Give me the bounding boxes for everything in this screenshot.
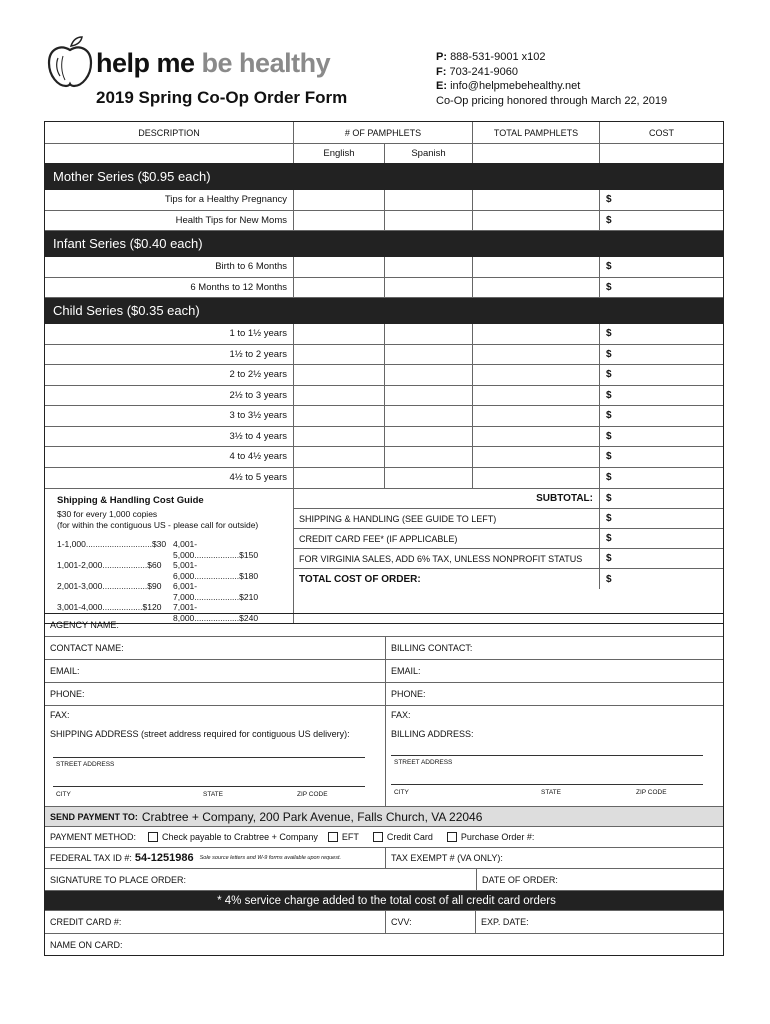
english-qty-field[interactable] (294, 365, 385, 385)
contact-email[interactable]: info@helpmebehealthy.net (450, 80, 581, 92)
eft-checkbox[interactable] (328, 832, 338, 842)
spanish-qty-field[interactable] (385, 257, 473, 277)
header-pamphlets: # OF PAMPHLETS (294, 122, 473, 143)
table-row (45, 447, 723, 468)
contact-phone: 888-531-9001 x102 (450, 51, 546, 63)
table-header-row (45, 122, 723, 144)
english-qty-field[interactable] (294, 468, 385, 489)
check-option[interactable]: Check payable to Crabtree + Company (148, 832, 318, 843)
billing-fax-field[interactable]: FAX: (391, 710, 411, 720)
table-row (45, 324, 723, 345)
guide-title: Shipping & Handling Cost Guide (57, 495, 204, 506)
agency-name-field[interactable]: AGENCY NAME: (50, 620, 119, 630)
guide-rate: 4,001-5,000...................$150 (173, 539, 259, 560)
billing-phone-field[interactable]: PHONE: (391, 689, 426, 699)
tax-row (294, 549, 723, 569)
order-table (44, 121, 724, 624)
english-qty-field[interactable] (294, 278, 385, 298)
coop-note: Co-Op pricing honored through March 22, 2019 (436, 94, 668, 107)
cost-field[interactable]: $ (606, 281, 612, 293)
shipping-city-label: CITY (56, 791, 71, 798)
header-cost: COST (648, 127, 674, 138)
spanish-qty-field[interactable] (385, 278, 473, 298)
series-header: Child Series ($0.35 each) (45, 298, 723, 324)
cost-field[interactable]: $ (606, 194, 612, 206)
table-row (45, 345, 723, 366)
cost-field[interactable]: $ (606, 472, 612, 484)
total-pamphlets-field[interactable] (473, 365, 600, 385)
spanish-qty-field[interactable] (385, 190, 473, 210)
total-pamphlets-field[interactable] (473, 211, 600, 231)
purchase-order-checkbox[interactable] (447, 832, 457, 842)
shipping-guide (45, 489, 294, 623)
spanish-qty-field[interactable] (385, 211, 473, 231)
header-english: English (294, 144, 385, 163)
total-pamphlets-field[interactable] (473, 278, 600, 298)
cost-field[interactable]: $ (606, 410, 612, 422)
total-pamphlets-field[interactable] (473, 468, 600, 489)
item-description: 2½ to 3 years (45, 386, 294, 406)
guide-line2: (for within the contiguous US - please call for outside) (57, 519, 259, 530)
form-title: 2019 Spring Co-Op Order Form (96, 88, 348, 107)
guide-line1: $30 for every 1,000 copies (57, 509, 158, 519)
cc-fee-row (294, 529, 723, 549)
cost-field[interactable]: $ (606, 451, 612, 463)
shipping-state-label: STATE (203, 791, 223, 798)
table-row (45, 190, 723, 211)
total-row (294, 569, 723, 589)
guide-rate: 3,001-4,000.................$120 (57, 602, 162, 612)
billing-contact-field[interactable]: BILLING CONTACT: (391, 643, 473, 653)
total-pamphlets-field[interactable] (473, 345, 600, 365)
english-qty-field[interactable] (294, 190, 385, 210)
shipping-label: SHIPPING & HANDLING (SEE GUIDE TO LEFT) (294, 509, 600, 528)
cc-fee-field[interactable]: $ (606, 533, 612, 544)
table-row (45, 257, 723, 278)
table-row (45, 211, 723, 232)
total-pamphlets-field[interactable] (473, 386, 600, 406)
english-qty-field[interactable] (294, 211, 385, 231)
service-charge-banner: * 4% service charge added to the total cost of all credit card orders (45, 891, 723, 910)
credit-card-checkbox[interactable] (373, 832, 383, 842)
tax-label: FOR VIRGINIA SALES, ADD 6% TAX, UNLESS NONPROFIT STATUS (294, 549, 600, 568)
item-description: 1 to 1½ years (45, 324, 294, 344)
guide-rate: 5,001-6,000...................$180 (173, 560, 259, 581)
send-payment-address: Crabtree + Company, 200 Park Avenue, Falls Church, VA 22046 (141, 809, 483, 824)
tax-id-note: Sole source letters and W-9 forms available upon request. (199, 855, 342, 861)
header-spanish: Spanish (385, 144, 473, 163)
english-qty-field[interactable] (294, 257, 385, 277)
header-total: TOTAL PAMPHLETS (473, 122, 600, 143)
send-payment-row (45, 807, 723, 826)
cost-field[interactable]: $ (606, 348, 612, 360)
item-description: 3 to 3½ years (45, 406, 294, 426)
shipping-address-label: SHIPPING ADDRESS (street address required for contiguous US delivery): (50, 729, 350, 739)
english-qty-field[interactable] (294, 345, 385, 365)
spanish-qty-field[interactable] (385, 345, 473, 365)
shipping-address-field[interactable] (45, 724, 386, 806)
contact-block: P: 888-531-9001 x102 F: 703-241-9060 E: info@helpmebehealthy.net Co-Op pricing honored through March 22, 2019 (436, 51, 668, 107)
item-description: Tips for a Healthy Pregnancy (45, 190, 294, 210)
phone-field[interactable]: PHONE: (45, 683, 386, 705)
customer-info-table (44, 613, 724, 956)
table-row (45, 468, 723, 489)
guide-rate: 2,001-3,000...................$90 (57, 581, 162, 591)
subtotal-label: SUBTOTAL: (294, 489, 600, 508)
cc-fee-label: CREDIT CARD FEE* (IF APPLICABLE) (294, 529, 600, 548)
spanish-qty-field[interactable] (385, 447, 473, 467)
shipping-row (294, 509, 723, 529)
spanish-qty-field[interactable] (385, 468, 473, 489)
guide-rate: 1,001-2,000...................$60 (57, 560, 162, 570)
series-header: Mother Series ($0.95 each) (45, 164, 723, 190)
form-header (0, 0, 770, 120)
cost-field[interactable]: $ (606, 214, 612, 226)
cost-field[interactable]: $ (606, 261, 612, 273)
table-subheader-row (45, 144, 723, 164)
tax-id-row (45, 848, 386, 868)
table-row (45, 406, 723, 427)
total-pamphlets-field[interactable] (473, 406, 600, 426)
shipping-zip-label: ZIP CODE (297, 791, 328, 798)
item-description: Health Tips for New Moms (45, 211, 294, 231)
send-payment-label: SEND PAYMENT TO: (50, 811, 138, 822)
total-pamphlets-field[interactable] (473, 190, 600, 210)
spanish-qty-field[interactable] (385, 427, 473, 447)
table-row (45, 365, 723, 386)
english-qty-field[interactable] (294, 406, 385, 426)
brand-name-part1: help me (96, 48, 195, 78)
brand-logo (46, 36, 366, 92)
tax-field[interactable]: $ (606, 553, 612, 564)
tax-id-label: FEDERAL TAX ID #: (50, 853, 132, 863)
credit-card-number-field[interactable]: CREDIT CARD #: (45, 911, 386, 933)
cost-field[interactable]: $ (606, 430, 612, 442)
spanish-qty-field[interactable] (385, 324, 473, 344)
name-on-card-field[interactable]: NAME ON CARD: (50, 939, 123, 950)
table-row (45, 427, 723, 448)
cost-field[interactable]: $ (606, 328, 612, 340)
guide-rates (57, 539, 293, 623)
table-row (45, 386, 723, 407)
subtotal-field[interactable]: $ (606, 493, 612, 504)
fax-field[interactable]: FAX: (45, 706, 386, 724)
english-qty-field[interactable] (294, 324, 385, 344)
guide-rate: 7,001-8,000...................$240 (173, 602, 259, 623)
exp-date-field[interactable]: EXP. DATE: (481, 917, 529, 927)
total-pamphlets-field[interactable] (473, 324, 600, 344)
item-description: 4½ to 5 years (45, 468, 294, 489)
contact-name-field[interactable]: CONTACT NAME: (45, 637, 386, 659)
shipping-street-label: STREET ADDRESS (56, 761, 115, 768)
order-date-field[interactable]: DATE OF ORDER: (482, 874, 558, 885)
credit-card-option[interactable]: Credit Card (373, 832, 433, 843)
billing-city-label: CITY (394, 789, 409, 796)
shipping-field[interactable]: $ (606, 513, 612, 524)
spanish-qty-field[interactable] (385, 406, 473, 426)
billing-email-field[interactable]: EMAIL: (391, 666, 421, 676)
contact-fax: 703-241-9060 (449, 65, 518, 78)
summary-block (294, 489, 723, 623)
item-description: 3½ to 4 years (45, 427, 294, 447)
apple-icon (46, 36, 94, 88)
email-field[interactable]: EMAIL: (45, 660, 386, 682)
series-header: Infant Series ($0.40 each) (45, 231, 723, 257)
subtotal-row (294, 489, 723, 509)
brand-name-part2: be healthy (201, 48, 331, 78)
totals-area (45, 488, 723, 623)
billing-address-field[interactable] (386, 724, 723, 806)
spanish-qty-field[interactable] (385, 365, 473, 385)
total-label: TOTAL COST OF ORDER: (294, 569, 600, 589)
eft-option[interactable]: EFT (328, 832, 359, 843)
guide-rate: 6,001-7,000...................$210 (173, 581, 259, 602)
signature-field[interactable]: SIGNATURE TO PLACE ORDER: (45, 869, 477, 890)
cost-field[interactable]: $ (606, 389, 612, 401)
english-qty-field[interactable] (294, 447, 385, 467)
cvv-field[interactable]: CVV: (386, 911, 476, 933)
payment-method-label: PAYMENT METHOD: (50, 832, 137, 842)
item-description: 4 to 4½ years (45, 447, 294, 467)
billing-state-label: STATE (541, 789, 561, 796)
item-description: Birth to 6 Months (45, 257, 294, 277)
english-qty-field[interactable] (294, 427, 385, 447)
header-description: DESCRIPTION (45, 122, 294, 143)
check-checkbox[interactable] (148, 832, 158, 842)
guide-rate: 1-1,000............................$30 (57, 539, 167, 549)
total-field[interactable]: $ (606, 573, 612, 585)
total-pamphlets-field[interactable] (473, 427, 600, 447)
purchase-order-option[interactable]: Purchase Order #: (447, 832, 535, 843)
item-description: 2 to 2½ years (45, 365, 294, 385)
tax-exempt-field[interactable]: TAX EXEMPT # (VA ONLY): (391, 853, 503, 863)
item-description: 1½ to 2 years (45, 345, 294, 365)
billing-street-label: STREET ADDRESS (394, 759, 453, 766)
table-row (45, 278, 723, 299)
item-description: 6 Months to 12 Months (45, 278, 294, 298)
payment-method-row (45, 827, 723, 847)
total-pamphlets-field[interactable] (473, 447, 600, 467)
english-qty-field[interactable] (294, 386, 385, 406)
spanish-qty-field[interactable] (385, 386, 473, 406)
total-pamphlets-field[interactable] (473, 257, 600, 277)
billing-zip-label: ZIP CODE (636, 789, 667, 796)
billing-address-label: BILLING ADDRESS: (391, 729, 474, 739)
cost-field[interactable]: $ (606, 369, 612, 381)
series-sections (45, 164, 723, 488)
tax-id-value: 54-1251986 (134, 852, 194, 864)
